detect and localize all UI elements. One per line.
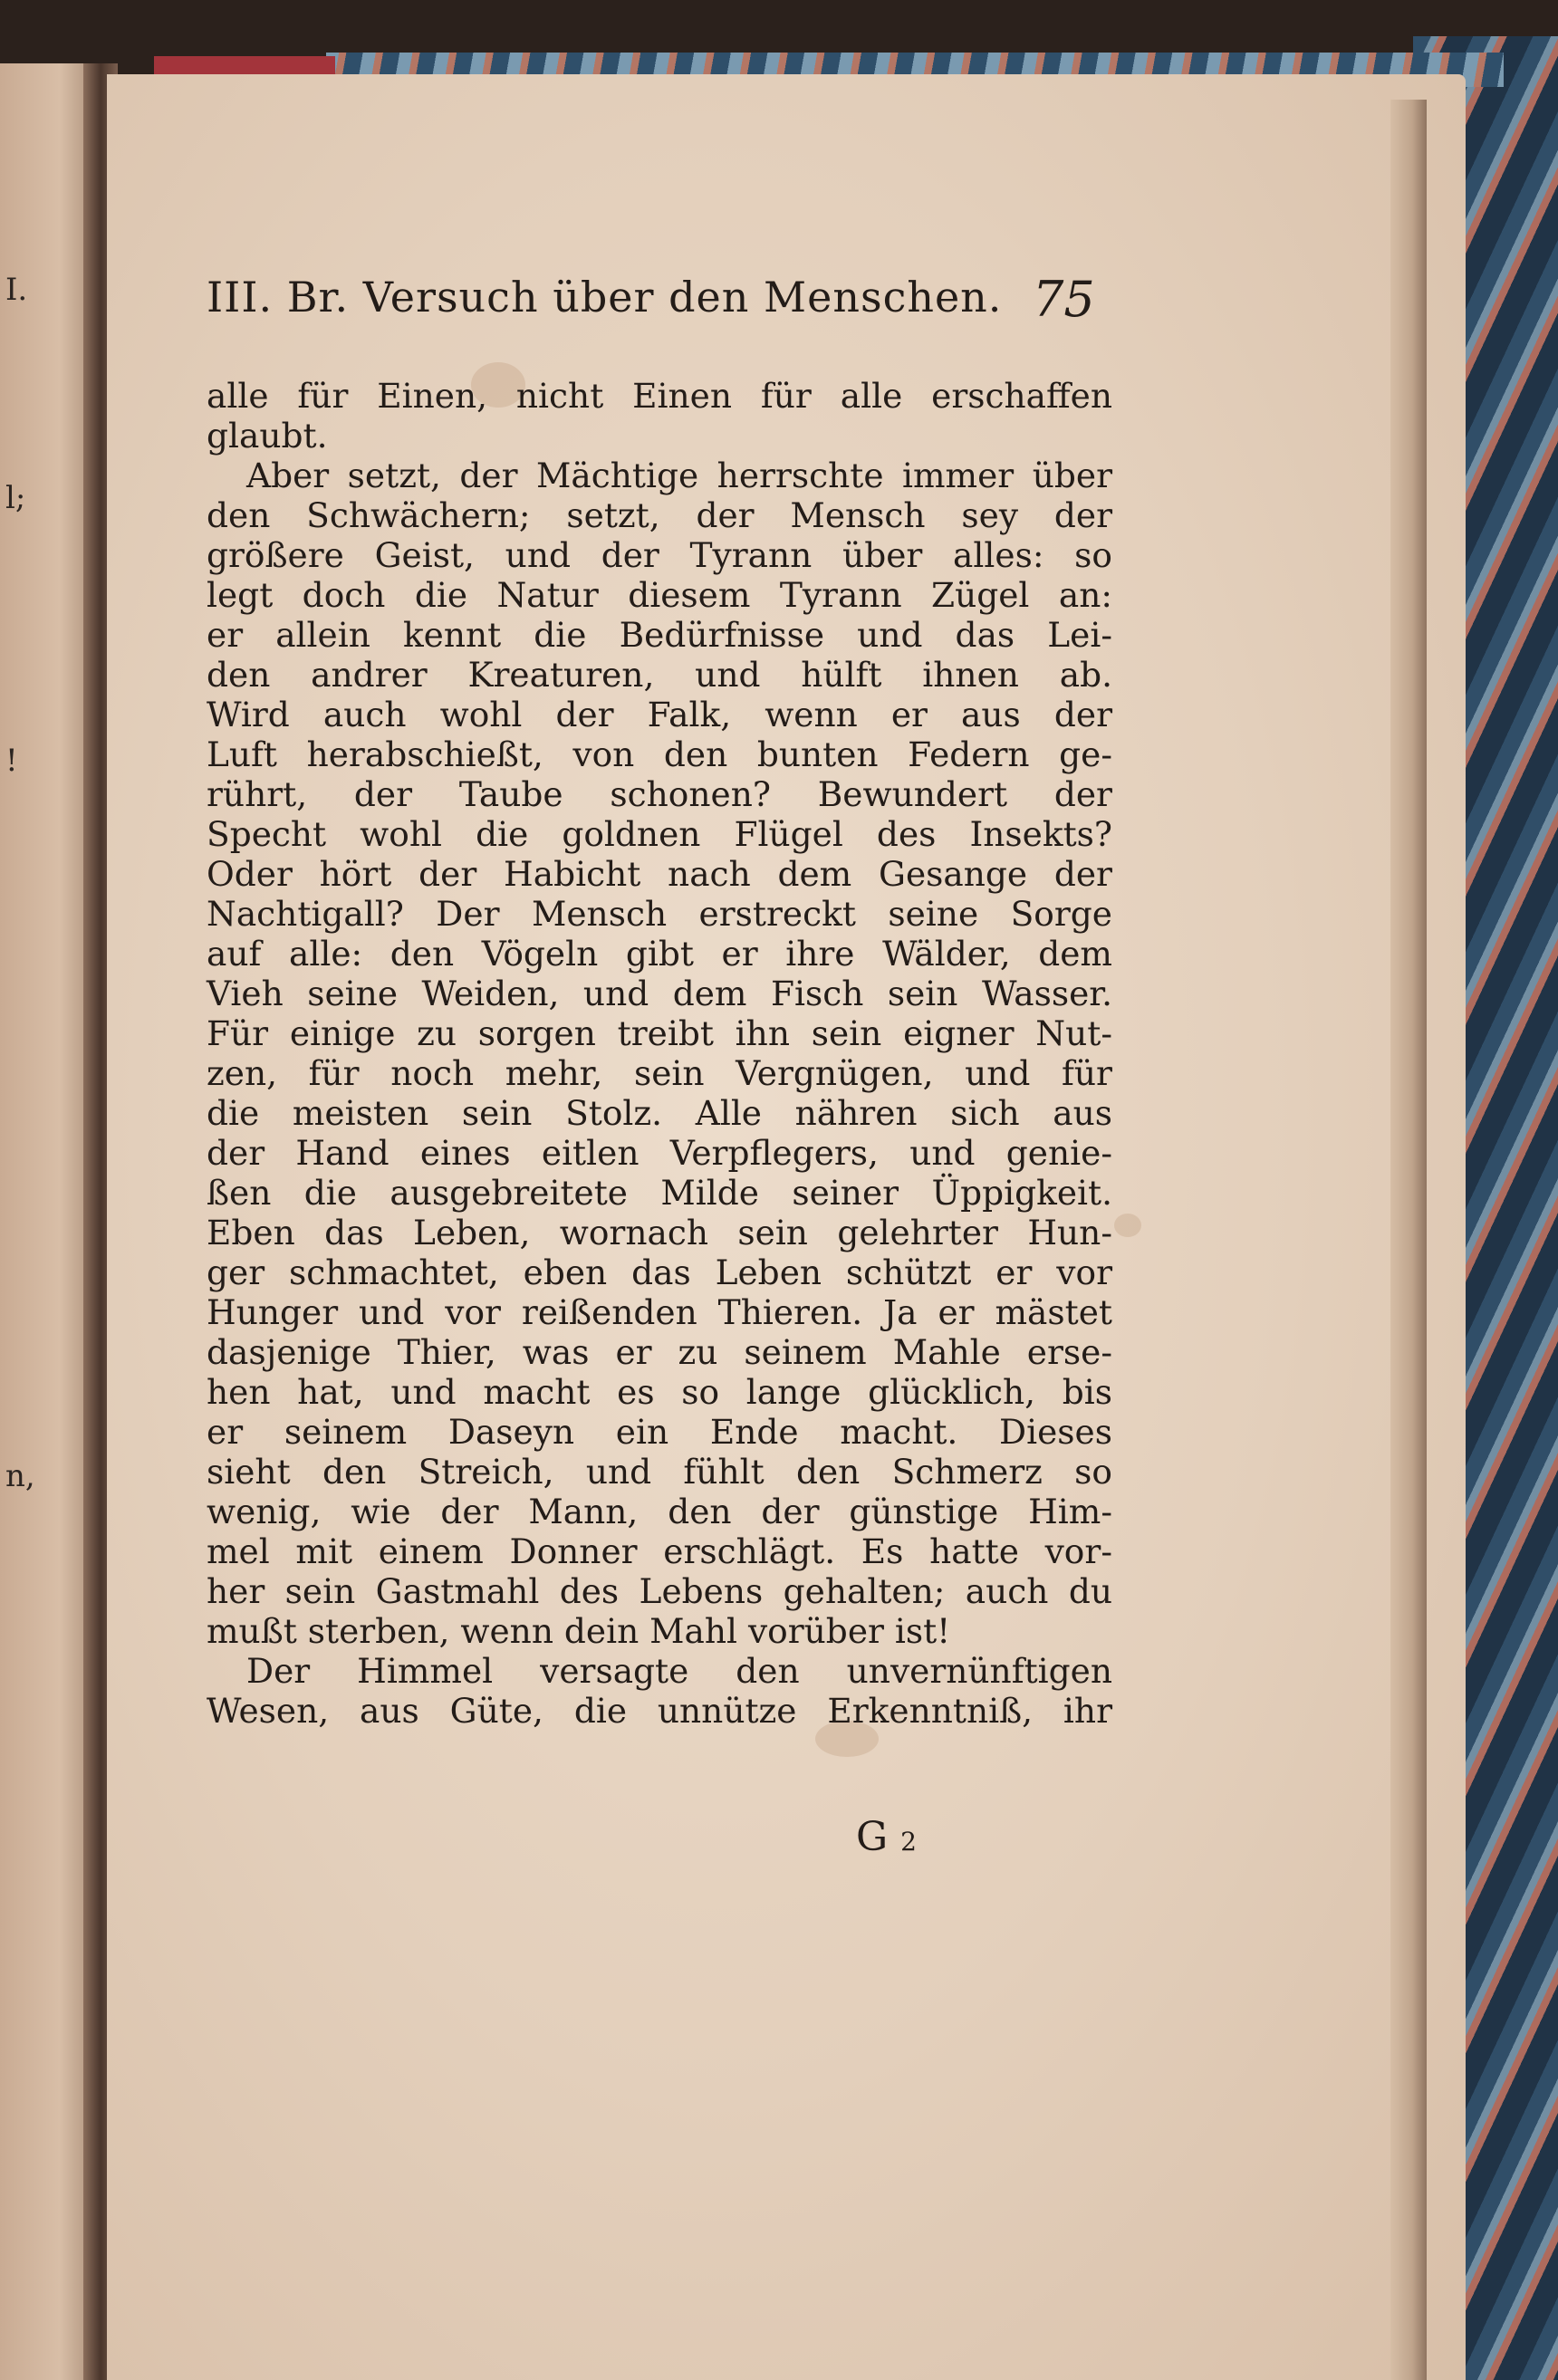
left-page-fragment: l; [5,480,26,516]
running-header [207,267,1112,331]
text-line: legt doch die Natur diesem Tyrann Zügel an: [207,575,1112,615]
text-line: mußt sterben, wenn dein Mahl vorüber ist! [207,1611,951,1651]
text-line: glaubt. [207,416,328,456]
left-page-fragment: ! [5,743,18,779]
text-line: mel mit einem Donner erschlägt. Es hatte vor- [207,1531,1112,1571]
page-edge-shadow [1390,100,1427,2380]
page-number: 75 [1033,271,1095,328]
text-line: Oder hört der Habicht nach dem Gesange der [207,854,1112,894]
text-line: auf alle: den Vögeln gibt er ihre Wälder, dem [207,934,1112,974]
text-line: die meisten sein Stolz. Alle nähren sich aus [207,1093,1112,1133]
running-title: III. Br. Versuch über den Menschen. [207,273,1003,321]
text-line: Wesen, aus Güte, die unnütze Erkenntniß, ihr [207,1691,1112,1731]
text-line: her sein Gastmahl des Lebens gehalten; auch du [207,1571,1112,1611]
text-line: hen hat, und macht es so lange glücklich, bis [207,1372,1112,1412]
left-page-fragment: I. [5,272,28,308]
text-line: Specht wohl die goldnen Flügel des Insekts? [207,814,1112,854]
text-line: Eben das Leben, wornach sein gelehrter Hun- [207,1213,1112,1252]
signature-number: 2 [900,1827,917,1857]
text-line: rührt, der Taube schonen? Bewundert der [207,774,1112,814]
text-line: wenig, wie der Mann, den der günstige Him- [207,1492,1112,1531]
text-line: alle für Einen, nicht Einen für alle erschaffen [207,376,1112,416]
text-line: er allein kennt die Bedürfnisse und das Lei- [207,615,1112,655]
text-line: Nachtigall? Der Mensch erstreckt seine Sorge [207,894,1112,934]
text-line: Aber setzt, der Mächtige herrschte immer über [246,456,1112,495]
text-line: Luft herabschießt, von den bunten Federn ge- [207,734,1112,774]
text-line: er seinem Daseyn ein Ende macht. Dieses [207,1412,1112,1452]
signature-mark [856,1814,917,1860]
foxing-spot [1114,1214,1141,1237]
text-line: sieht den Streich, und fühlt den Schmerz so [207,1452,1112,1492]
text-line: Für einige zu sorgen treibt ihn sein eigner Nut- [207,1013,1112,1053]
text-line: den andrer Kreaturen, und hülft ihnen ab. [207,655,1112,695]
text-line: den Schwächern; setzt, der Mensch sey der [207,495,1112,535]
text-line: ßen die ausgebreitete Milde seiner Üppigkeit. [207,1173,1112,1213]
text-line: größere Geist, und der Tyrann über alles: so [207,535,1112,575]
signature-letter: G [856,1814,889,1860]
text-line: Vieh seine Weiden, und dem Fisch sein Wasser. [207,974,1112,1013]
text-line: Wird auch wohl der Falk, wenn er aus der [207,695,1112,734]
text-line: ger schmachtet, eben das Leben schützt er vor [207,1252,1112,1292]
text-line: Hunger und vor reißenden Thieren. Ja er mästet [207,1292,1112,1332]
text-line: Der Himmel versagte den unvernünftigen [246,1651,1112,1691]
text-line: dasjenige Thier, was er zu seinem Mahle erse- [207,1332,1112,1372]
text-line: der Hand eines eitlen Verpflegers, und genie- [207,1133,1112,1173]
text-line: zen, für noch mehr, sein Vergnügen, und für [207,1053,1112,1093]
left-page-fragment: n, [5,1458,35,1494]
